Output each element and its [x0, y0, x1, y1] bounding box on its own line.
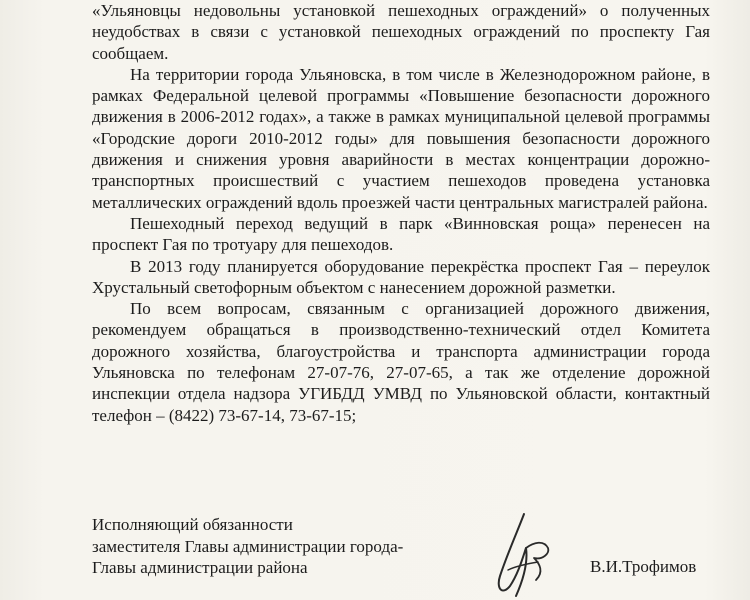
handwritten-signature	[478, 500, 568, 600]
signature-title-line-2: заместителя Главы администрации города-	[92, 536, 404, 556]
paragraph-contacts: По всем вопросам, связанным с организацией дорожного движения, рекомендуем обращаться в производственно-технический отдел Комитета дорожного хозяйства, благоустройства и транспорта администрации города Ульяновска по телефонам 27-07-76, 27-07-65, а так же отделение дорожной инспекции отдела надзора УГИБДД УМВД по Ульяновской области, контактный телефон – (8422) 73-67-14, 73-67-15;	[92, 299, 710, 425]
signatory-name: В.И.Трофимов	[590, 557, 697, 576]
letter-body	[92, 0, 710, 426]
signature-title-line-1: Исполняющий обязанности	[92, 515, 293, 534]
paragraph-traffic-light: В 2013 году планируется оборудование перекрёстка проспект Гая – переулок Хрустальный светофорным объектом с нанесением дорожной разметки.	[92, 256, 710, 297]
paragraph-crossing: Пешеходный переход ведущий в парк «Винновская роща» перенесен на проспект Гая по тротуару для пешеходов.	[92, 213, 710, 255]
signature-title	[92, 514, 403, 579]
signature-title-line-3: Главы администрации района	[92, 558, 308, 577]
paragraph-programs: На территории города Ульяновска, в том числе в Железнодорожном районе, в рамках Федеральной целевой программы «Повышение безопасности дорожного движения в 2006-2012 годах», а также в рамках муниципальной целевой программы «Городские дороги 2010-2012 годы» для повышения безопасности дорожного движения и снижения уровня аварийности в местах концентрации дорожно-транспортных происшествий с участием пешеходов проведена установка металлических ограждений вдоль проезжей части центральных магистралей района.	[92, 64, 710, 212]
paragraph-intro: «Ульяновцы недовольны установкой пешеходных ограждений» о полученных неудобствах в связи с установкой пешеходных ограждений по проспекту Гая сообщаем.	[92, 1, 710, 63]
